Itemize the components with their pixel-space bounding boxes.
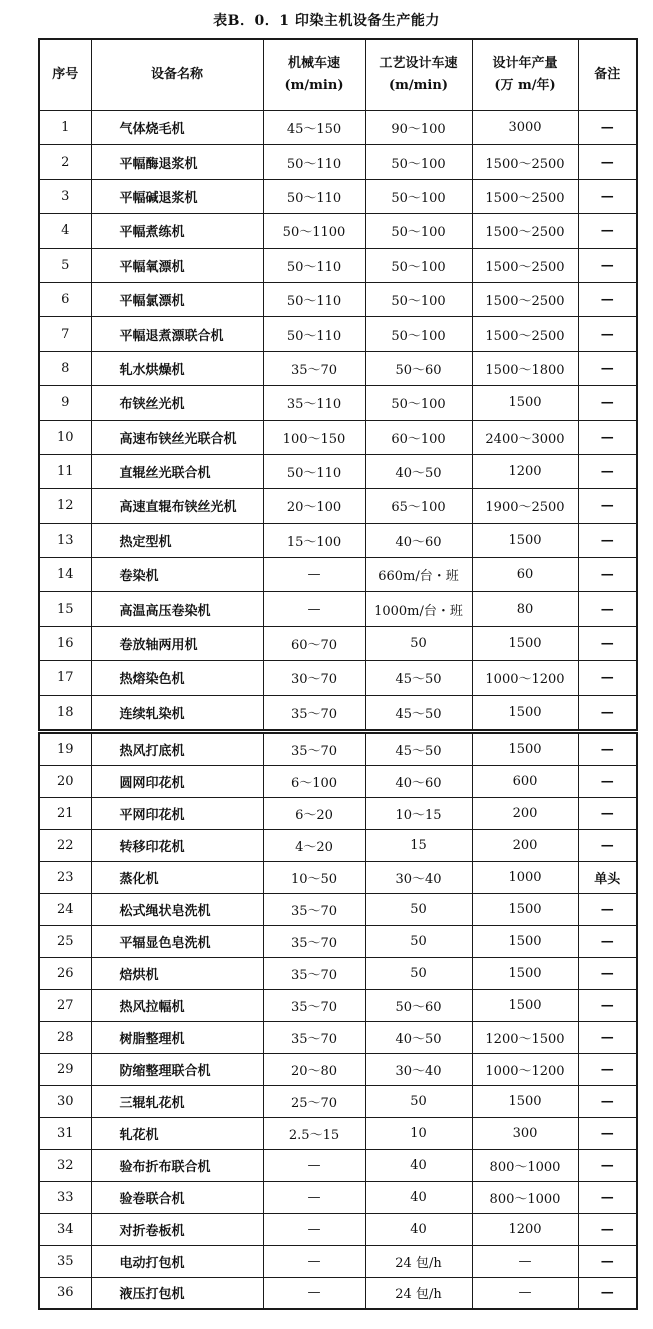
cell-note: —	[578, 695, 637, 729]
cell-equipment-name: 连续轧染机	[91, 695, 263, 729]
cell-note: —	[578, 893, 637, 925]
cell-no: 14	[39, 558, 91, 592]
cell-capacity: 1000～1200	[472, 1053, 578, 1085]
cell-mech-speed: 50～110	[263, 145, 365, 179]
cell-mech-speed: 100～150	[263, 420, 365, 454]
cell-equipment-name: 卷染机	[91, 558, 263, 592]
cell-note: —	[578, 1181, 637, 1213]
table-row	[39, 1213, 637, 1245]
cell-capacity: 1500	[472, 989, 578, 1021]
table-row	[39, 248, 637, 282]
cell-equipment-name: 气体烧毛机	[91, 111, 263, 145]
cell-capacity: 200	[472, 829, 578, 861]
cell-mech-speed: 4～20	[263, 829, 365, 861]
cell-mech-speed: —	[263, 1149, 365, 1181]
cell-equipment-name: 平幅氯漂机	[91, 282, 263, 316]
cell-equipment-name: 热风拉幅机	[91, 989, 263, 1021]
cell-equipment-name: 直辊丝光联合机	[91, 454, 263, 488]
cell-capacity: 1900～2500	[472, 489, 578, 523]
cell-proc-speed: 40	[365, 1213, 472, 1245]
cell-no: 24	[39, 893, 91, 925]
cell-capacity: —	[472, 1277, 578, 1309]
cell-no: 26	[39, 957, 91, 989]
cell-note: —	[578, 797, 637, 829]
cell-mech-speed: 15～100	[263, 523, 365, 557]
cell-mech-speed: 25～70	[263, 1085, 365, 1117]
cell-note: —	[578, 1021, 637, 1053]
cell-proc-speed: 45～50	[365, 695, 472, 729]
table-row	[39, 661, 637, 695]
cell-equipment-name: 平幅氧漂机	[91, 248, 263, 282]
cell-note: —	[578, 765, 637, 797]
cell-note: —	[578, 1149, 637, 1181]
cell-no: 22	[39, 829, 91, 861]
cell-note: —	[578, 558, 637, 592]
header-mech-speed-unit: (m/min)	[284, 78, 344, 93]
cell-equipment-name: 焙烘机	[91, 957, 263, 989]
cell-proc-speed: 40～60	[365, 765, 472, 797]
cell-capacity: 2400～3000	[472, 420, 578, 454]
table-row	[39, 695, 637, 729]
cell-equipment-name: 高速布铗丝光联合机	[91, 420, 263, 454]
header-proc-speed	[365, 39, 472, 111]
cell-equipment-name: 热定型机	[91, 523, 263, 557]
cell-equipment-name: 平幅酶退浆机	[91, 145, 263, 179]
cell-no: 25	[39, 925, 91, 957]
header-capacity-unit: (万 m/年)	[494, 78, 556, 93]
cell-no: 19	[39, 733, 91, 765]
cell-capacity: 80	[472, 592, 578, 626]
header-mech-speed-label: 机械车速	[287, 56, 340, 71]
cell-no: 2	[39, 145, 91, 179]
cell-no: 18	[39, 695, 91, 729]
table-row	[39, 1277, 637, 1309]
cell-mech-speed: 6～100	[263, 765, 365, 797]
cell-proc-speed: 50	[365, 893, 472, 925]
cell-capacity: 1200	[472, 1213, 578, 1245]
cell-note: —	[578, 1277, 637, 1309]
cell-no: 1	[39, 111, 91, 145]
cell-no: 6	[39, 282, 91, 316]
cell-mech-speed: —	[263, 592, 365, 626]
cell-proc-speed: 90～100	[365, 111, 472, 145]
cell-capacity: 1500	[472, 925, 578, 957]
cell-proc-speed: 10～15	[365, 797, 472, 829]
table-row	[39, 1085, 637, 1117]
cell-capacity: 1500	[472, 626, 578, 660]
cell-note: —	[578, 661, 637, 695]
cell-capacity: 200	[472, 797, 578, 829]
cell-no: 3	[39, 179, 91, 213]
table-row	[39, 454, 637, 488]
cell-note: —	[578, 1117, 637, 1149]
table-body-part1	[39, 111, 637, 730]
table-row	[39, 861, 637, 893]
table-row	[39, 282, 637, 316]
table-row	[39, 145, 637, 179]
table-row	[39, 733, 637, 765]
cell-capacity: —	[472, 1245, 578, 1277]
table-row	[39, 1245, 637, 1277]
cell-capacity: 1500～2500	[472, 248, 578, 282]
cell-no: 36	[39, 1277, 91, 1309]
cell-capacity: 1500	[472, 695, 578, 729]
header-proc-speed-unit: (m/min)	[389, 78, 448, 93]
cell-proc-speed: 50	[365, 925, 472, 957]
cell-equipment-name: 验布折布联合机	[91, 1149, 263, 1181]
cell-mech-speed: 30～70	[263, 661, 365, 695]
cell-proc-speed: 40	[365, 1181, 472, 1213]
cell-note: —	[578, 829, 637, 861]
cell-equipment-name: 平网印花机	[91, 797, 263, 829]
cell-note: —	[578, 282, 637, 316]
cell-equipment-name: 对折卷板机	[91, 1213, 263, 1245]
table-row	[39, 489, 637, 523]
cell-capacity: 1500	[472, 733, 578, 765]
table-row	[39, 523, 637, 557]
cell-note: —	[578, 925, 637, 957]
cell-mech-speed: 50～110	[263, 248, 365, 282]
cell-no: 12	[39, 489, 91, 523]
cell-note: —	[578, 179, 637, 213]
table-row	[39, 592, 637, 626]
cell-capacity: 300	[472, 1117, 578, 1149]
cell-capacity: 1500～1800	[472, 351, 578, 385]
cell-mech-speed: 50～110	[263, 317, 365, 351]
cell-no: 9	[39, 386, 91, 420]
cell-capacity: 600	[472, 765, 578, 797]
cell-mech-speed: 35～70	[263, 925, 365, 957]
cell-equipment-name: 三辊轧花机	[91, 1085, 263, 1117]
cell-note: —	[578, 111, 637, 145]
cell-capacity: 800～1000	[472, 1149, 578, 1181]
cell-proc-speed: 50～100	[365, 282, 472, 316]
cell-no: 8	[39, 351, 91, 385]
cell-no: 15	[39, 592, 91, 626]
table-header-row	[39, 39, 637, 111]
equipment-table-part1	[38, 38, 638, 731]
table-row	[39, 797, 637, 829]
table-row	[39, 1053, 637, 1085]
cell-note: —	[578, 489, 637, 523]
cell-mech-speed: 50～1100	[263, 214, 365, 248]
cell-equipment-name: 平幅煮练机	[91, 214, 263, 248]
cell-mech-speed: 2.5～15	[263, 1117, 365, 1149]
table-row	[39, 989, 637, 1021]
cell-equipment-name: 热熔染色机	[91, 661, 263, 695]
cell-proc-speed: 10	[365, 1117, 472, 1149]
cell-mech-speed: —	[263, 558, 365, 592]
header-no: 序号	[39, 39, 91, 111]
cell-mech-speed: —	[263, 1213, 365, 1245]
cell-proc-speed: 15	[365, 829, 472, 861]
cell-no: 31	[39, 1117, 91, 1149]
cell-no: 5	[39, 248, 91, 282]
cell-note: —	[578, 733, 637, 765]
cell-mech-speed: 35～110	[263, 386, 365, 420]
cell-no: 28	[39, 1021, 91, 1053]
cell-proc-speed: 50	[365, 626, 472, 660]
cell-capacity: 1200	[472, 454, 578, 488]
cell-no: 16	[39, 626, 91, 660]
cell-mech-speed: 35～70	[263, 695, 365, 729]
cell-no: 27	[39, 989, 91, 1021]
cell-capacity: 1500	[472, 386, 578, 420]
cell-capacity: 1500	[472, 957, 578, 989]
cell-mech-speed: 20～100	[263, 489, 365, 523]
cell-mech-speed: 50～110	[263, 282, 365, 316]
table-row	[39, 351, 637, 385]
table-row	[39, 829, 637, 861]
cell-proc-speed: 30～40	[365, 1053, 472, 1085]
cell-no: 20	[39, 765, 91, 797]
cell-no: 35	[39, 1245, 91, 1277]
cell-mech-speed: 60～70	[263, 626, 365, 660]
cell-equipment-name: 验卷联合机	[91, 1181, 263, 1213]
table-row	[39, 420, 637, 454]
cell-mech-speed: 35～70	[263, 733, 365, 765]
table-row	[39, 179, 637, 213]
cell-note: —	[578, 1085, 637, 1117]
cell-equipment-name: 轧水烘燥机	[91, 351, 263, 385]
table-row	[39, 558, 637, 592]
cell-no: 34	[39, 1213, 91, 1245]
cell-proc-speed: 50～60	[365, 989, 472, 1021]
table-row	[39, 1117, 637, 1149]
table-row	[39, 1149, 637, 1181]
cell-mech-speed: 45～150	[263, 111, 365, 145]
cell-proc-speed: 30～40	[365, 861, 472, 893]
cell-note: 单头	[578, 861, 637, 893]
cell-equipment-name: 高速直辊布铗丝光机	[91, 489, 263, 523]
cell-equipment-name: 布铗丝光机	[91, 386, 263, 420]
cell-no: 4	[39, 214, 91, 248]
cell-note: —	[578, 248, 637, 282]
header-name: 设备名称	[91, 39, 263, 111]
cell-proc-speed: 24 包/h	[365, 1277, 472, 1309]
cell-equipment-name: 防缩整理联合机	[91, 1053, 263, 1085]
cell-mech-speed: 50～110	[263, 179, 365, 213]
cell-proc-speed: 65～100	[365, 489, 472, 523]
cell-note: —	[578, 351, 637, 385]
cell-equipment-name: 平幅退煮漂联合机	[91, 317, 263, 351]
table-row	[39, 957, 637, 989]
cell-note: —	[578, 957, 637, 989]
table-row	[39, 111, 637, 145]
cell-equipment-name: 热风打底机	[91, 733, 263, 765]
cell-no: 21	[39, 797, 91, 829]
cell-capacity: 800～1000	[472, 1181, 578, 1213]
cell-mech-speed: 35～70	[263, 957, 365, 989]
table-row	[39, 1181, 637, 1213]
cell-mech-speed: —	[263, 1277, 365, 1309]
cell-proc-speed: 660m/台・班	[365, 558, 472, 592]
cell-proc-speed: 50	[365, 1085, 472, 1117]
table-body-part2	[39, 733, 637, 1309]
cell-mech-speed: 6～20	[263, 797, 365, 829]
cell-no: 13	[39, 523, 91, 557]
cell-equipment-name: 液压打包机	[91, 1277, 263, 1309]
cell-capacity: 1500～2500	[472, 145, 578, 179]
table-title: 表B．0．1 印染主机设备生产能力	[213, 13, 440, 29]
cell-equipment-name: 轧花机	[91, 1117, 263, 1149]
table-row	[39, 626, 637, 660]
cell-note: —	[578, 1213, 637, 1245]
cell-equipment-name: 平幅碱退浆机	[91, 179, 263, 213]
cell-proc-speed: 50～100	[365, 145, 472, 179]
cell-capacity: 1500～2500	[472, 317, 578, 351]
cell-no: 10	[39, 420, 91, 454]
cell-no: 11	[39, 454, 91, 488]
cell-mech-speed: 10～50	[263, 861, 365, 893]
cell-equipment-name: 电动打包机	[91, 1245, 263, 1277]
cell-note: —	[578, 420, 637, 454]
cell-proc-speed: 50～100	[365, 386, 472, 420]
cell-capacity: 1500～2500	[472, 214, 578, 248]
cell-proc-speed: 50～100	[365, 317, 472, 351]
cell-proc-speed: 24 包/h	[365, 1245, 472, 1277]
cell-note: —	[578, 454, 637, 488]
cell-capacity: 60	[472, 558, 578, 592]
cell-equipment-name: 卷放轴两用机	[91, 626, 263, 660]
cell-mech-speed: 50～110	[263, 454, 365, 488]
cell-capacity: 1500～2500	[472, 282, 578, 316]
cell-equipment-name: 蒸化机	[91, 861, 263, 893]
cell-capacity: 1200～1500	[472, 1021, 578, 1053]
table-row	[39, 214, 637, 248]
cell-proc-speed: 45～50	[365, 733, 472, 765]
table-row	[39, 317, 637, 351]
cell-proc-speed: 50～100	[365, 248, 472, 282]
cell-note: —	[578, 386, 637, 420]
cell-note: —	[578, 989, 637, 1021]
cell-note: —	[578, 1245, 637, 1277]
cell-note: —	[578, 145, 637, 179]
cell-proc-speed: 60～100	[365, 420, 472, 454]
header-note: 备注	[578, 39, 637, 111]
cell-note: —	[578, 523, 637, 557]
table-row	[39, 1021, 637, 1053]
table-row	[39, 386, 637, 420]
cell-note: —	[578, 626, 637, 660]
cell-no: 7	[39, 317, 91, 351]
table-row	[39, 925, 637, 957]
cell-mech-speed: —	[263, 1245, 365, 1277]
cell-proc-speed: 1000m/台・班	[365, 592, 472, 626]
cell-proc-speed: 50～100	[365, 179, 472, 213]
cell-mech-speed: 35～70	[263, 893, 365, 925]
header-capacity	[472, 39, 578, 111]
cell-note: —	[578, 592, 637, 626]
cell-no: 32	[39, 1149, 91, 1181]
cell-note: —	[578, 1053, 637, 1085]
cell-proc-speed: 40～50	[365, 454, 472, 488]
header-mech-speed	[263, 39, 365, 111]
header-capacity-label: 设计年产量	[492, 56, 558, 71]
cell-capacity: 1000	[472, 861, 578, 893]
cell-mech-speed: 20～80	[263, 1053, 365, 1085]
cell-proc-speed: 50	[365, 957, 472, 989]
cell-no: 30	[39, 1085, 91, 1117]
table-row	[39, 893, 637, 925]
cell-no: 17	[39, 661, 91, 695]
cell-mech-speed: 35～70	[263, 989, 365, 1021]
cell-note: —	[578, 214, 637, 248]
cell-equipment-name: 树脂整理机	[91, 1021, 263, 1053]
cell-mech-speed: 35～70	[263, 351, 365, 385]
cell-equipment-name: 松式绳状皂洗机	[91, 893, 263, 925]
cell-capacity: 1500	[472, 1085, 578, 1117]
cell-equipment-name: 转移印花机	[91, 829, 263, 861]
cell-mech-speed: —	[263, 1181, 365, 1213]
cell-equipment-name: 平辐显色皂洗机	[91, 925, 263, 957]
cell-no: 29	[39, 1053, 91, 1085]
cell-proc-speed: 40	[365, 1149, 472, 1181]
cell-capacity: 3000	[472, 111, 578, 145]
cell-capacity: 1500	[472, 523, 578, 557]
cell-equipment-name: 高温高压卷染机	[91, 592, 263, 626]
cell-no: 23	[39, 861, 91, 893]
cell-proc-speed: 50～60	[365, 351, 472, 385]
cell-no: 33	[39, 1181, 91, 1213]
cell-capacity: 1000～1200	[472, 661, 578, 695]
table-row	[39, 765, 637, 797]
equipment-table-part2	[38, 732, 638, 1310]
cell-note: —	[578, 317, 637, 351]
cell-capacity: 1500～2500	[472, 179, 578, 213]
cell-capacity: 1500	[472, 893, 578, 925]
cell-proc-speed: 40～50	[365, 1021, 472, 1053]
cell-proc-speed: 45～50	[365, 661, 472, 695]
cell-equipment-name: 圆网印花机	[91, 765, 263, 797]
cell-mech-speed: 35～70	[263, 1021, 365, 1053]
cell-proc-speed: 40～60	[365, 523, 472, 557]
header-proc-speed-label: 工艺设计车速	[379, 56, 458, 71]
cell-proc-speed: 50～100	[365, 214, 472, 248]
